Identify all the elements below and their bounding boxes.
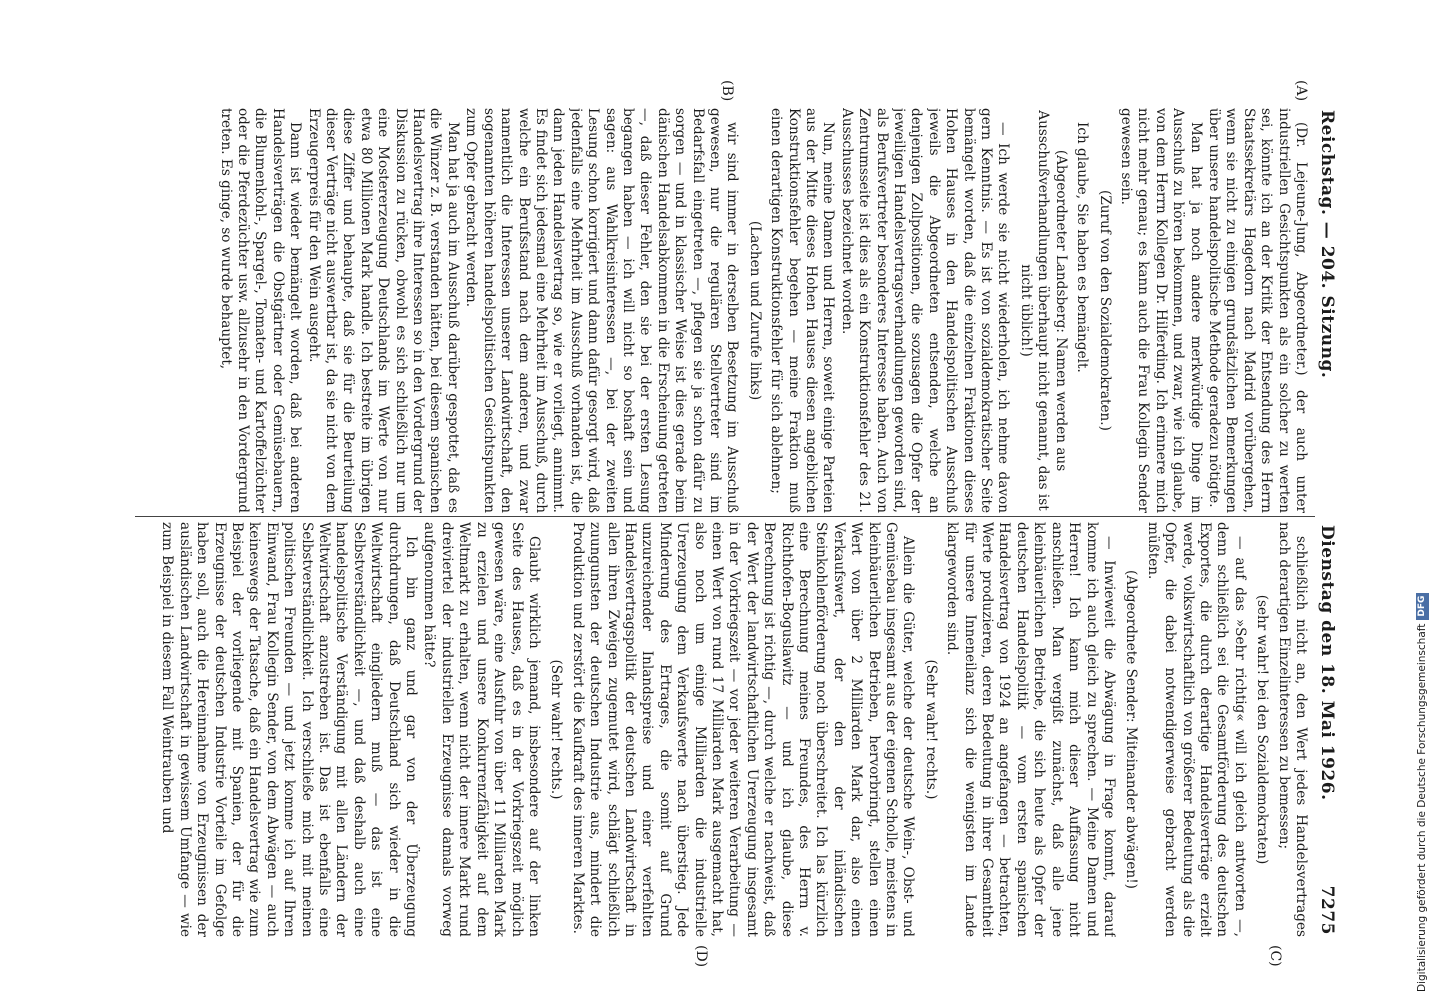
margin-mark-b: (B) [719, 80, 735, 102]
text-column-right [119, 522, 1309, 937]
column-divider [135, 516, 1315, 517]
paragraph: — Inwieweit die Abwägung in Frage kommt, darauf komme ich auch gleich zu sprechen. — Meine Damen und Herren! Ich kann mich dieser Auffassung nicht anschließen. Man vergißt zunächst, daß alle jene kleinbäuerlichen Betriebe, die sich heute als Opfer der deutschen Handelspolitik — vom ersten spanischen Handelsvertrag von 1924 an angefangen — betrachten, Werte produzieren, deren Bedeutung in ihrer Gesamtheit für unsere Inneneilanz sich die wenigsten im Lande klargeworden sind. [944, 522, 1117, 937]
header-date: Dienstag den 18. Mai 1926. [1317, 525, 1337, 801]
running-header-right [1317, 525, 1337, 935]
paragraph: Ich glaube, Sie haben es bemängelt. [1074, 122, 1091, 373]
digitization-credit-text: Digitalisierung gefördert durch die Deutsche Forschungsgemeinschaft [1416, 623, 1428, 992]
paragraph: Allein die Güter, welche der deutsche Wein-, Obst- und Gemüsebau insgesamt aus der eigenen Scholle, meistens in kleinbäuerlichen Betrieben, hervorbringt, stellen einen Wert von über 2 Milliarden Mark dar, also einen Verkaufswert, der den der inländischen Steinkohlenförderung noch überschreitet. Ich las kürzlich eine Berechnung meines Freundes, des Herrn v. Richthofen-Boguslawitz — und ich glaube, diese Berechnung ist richtig —, durch welche er nachweist, daß der Wert der landwirtschaftlichen Urerzeugung insgesamt in der Vorkriegszeit — vor jeder weiteren Verarbeitung — einen Wert von rund 17 Milliarden Mark ausgemacht hat, also noch um einige Milliarden die industrielle Urerzeugung dem Verkaufswerte nach überstieg. Jede Minderung des Ertrages, die somit auf Grund unzureichender Inlandspreise und einer verfehlten Handelsvertragspolitik der deutschen Landwirtschaft in allen ihren Zweigen zugemutet wird, schlägt schließlich zuungunsten der deutschen Industrie aus, mindert die Produktion und zerstört die Kaufkraft des inneren Marktes. [569, 522, 917, 937]
paragraph: Dann ist wieder bemängelt worden, daß bei anderen Handelsverträgen die Obstgärtner oder Gemüsebauern, die Blumenkohl-, Spargel-, Tomaten- und Kartoffelzüchter oder die Pferdezüchter usw. allzusehr in den Vordergrund treten. Es ginge, so wurde behauptet, [217, 108, 304, 513]
newspaper-page [85, 0, 1355, 1000]
paragraph: wir sind immer in derselben Besetzung im Ausschuß gewesen, nur die regulären Stellvertreter sind im Bedarfsfall eingetreten —, pflegen sie ja schon dafür zu sorgen — und in klassischer Weise ist dies gerade beim dänischen Handelsabkommen in die Erscheinung getreten —, daß dieser Fehler, den sie bei der ersten Lesung begangen haben — ich will nicht so boshaft sein und sagen: aus Wahlkreisinteressen —, bei der zweiten Lesung schon korrigiert und dann dafür gesorgt wird, daß jedenfalls eine Mehrheit im Ausschuß vorhanden ist, die dann jeden Handelsvertrag so, wie er vorliegt, annimmt. Es findet sich jedesmal eine Mehrheit im Ausschuß, durch welche ein Berufsstand nach dem anderen, und zwar namentlich die Interessen unserer Landwirtschaft, den sogenannten höheren handelspolitischen Gesichtspunkten zum Opfer gebracht werden. [463, 108, 741, 513]
digitization-credit [1410, 8, 1434, 992]
paragraph: — auf das »Sehr richtig« will ich gleich antworten —, denn schließlich sei die Gesamtförderung des deutschen Exportes, die durch derartige Handelsverträge erzielt werde, volkswirtschaftlich von größerer Bedeutung als die Opfer, die dabei notwendigerweise gebracht werden müßten. [1144, 522, 1248, 937]
margin-mark-a: (A) [1293, 80, 1309, 102]
page-number: 7275 [1317, 885, 1337, 935]
interjection: (Abgeordneter Landsberg: Namen werden aus Ausschußverhandlungen überhaupt nicht genannt, das ist nicht üblich!) [1017, 110, 1069, 511]
paragraph: (Dr. Lejeune-Jung, Abgeordneter.) der auch unter industriellen Gesichtspunkten als ein solcher zu werten sei, könnte ich an der Kritik der Entsendung des Herrn Staatssekretärs Hagedorn nach Madrid vorübergehen, wenn sie nicht zu einigen grundsätzlichen Bemerkungen über unsere handelspolitische Methode geradezu nötigte. [1205, 108, 1309, 513]
paragraph: schließlich nicht an, den Wert jedes Handelsvertrages nach derartigen Einzelinteressen zu bemessen; [1275, 522, 1309, 937]
paragraph: Man hat ja noch andere merkwürdige Dinge im Ausschuß zu hören bekommen, und zwar, wie ich glaube, von dem Herrn Kollegen Dr. Hilferding. Ich erinnere mich nicht mehr genau; es kann auch die Frau Kollegin Sender gewesen sein. [1117, 108, 1204, 513]
paragraph: Man hat ja auch im Ausschuß darüber gespottet, daß es die Winzer z. B. verstanden hätten, bei diesem spanischen Handelsvertrag ihre Interessen so in den Vordergrund der Diskussion zu rücken, obwohl es sich schließlich nur um eine Mostererzeugung Deutschlands im Werte von nur etwa 80 Millionen Mark handle. Ich bestreite im übrigen diese Ziffer und behaupte, daß sie für die Beurteilung dieser Verträge nicht auswertbar ist, da sie nicht von dem Erzeugerpreis für den Wein ausgeht. [305, 108, 461, 513]
interjection: (Lachen und Zurufe links) [746, 220, 763, 401]
paragraph: Ich bin ganz und gar von der Überzeugung durchdrungen, daß Deutschland sich wieder in die Weltwirtschaft eingliedern muß — das ist eine Selbstverständlichkeit —, und daß deshalb auch eine handelspolitische Verständigung mit allen Ländern der Weltwirtschaft anzustreben ist. Das ist ebenfalls eine Selbstverständlichkeit. Ich verschließe mich mit meinen politischen Freunden — und jetzt komme ich auf Ihren Einwand, Frau Kollegin Sender, von dem Abwägen — auch keineswegs der Tatsache, daß ein Handelsvertrag wie zum Beispiel der vorliegende mit Spanien, der für die Erzeugnisse der deutschen Industrie Vorteile im Gefolge haben soll, auch die Hereinnahme von Erzeugnissen der ausländischen Landwirtschaft in gewissem Umfange — wie zum Beispiel in diesem Fall Weintrauben und [159, 522, 420, 937]
dfg-logo: DFG [1416, 593, 1429, 620]
paragraph: Nun, meine Damen und Herren, soweit einige Parteien aus der Mitte dieses Hohen Hauses diesen angeblichen Konstruktionsfehler begehen — meine Fraktion muß einen derartigen Konstruktionsfehler für sich ablehnen; [768, 108, 837, 513]
running-header-left: Reichstag. — 204. Sitzung. [1317, 110, 1337, 379]
interjection: (Sehr wahr! rechts.) [922, 659, 939, 800]
margin-mark-d: (D) [693, 945, 709, 968]
interjection: (Sehr wahr! rechts.) [548, 659, 565, 800]
interjection: (Zuruf von den Sozialdemokraten.) [1096, 190, 1113, 431]
paragraph: — Ich werde sie nicht wiederholen, ich nehme davon gern Kenntnis. — Es ist von sozialdemokratischer Seite bemängelt worden, daß die einzelnen Fraktionen dieses Hohen Hauses in den Handelspolitischen Ausschuß jeweils die Abgeordneten entsenden, welche an denjenigen Zollpositionen, die sozusagen die Opfer der jeweiligen Handelsvertragsverhandlungen geworden sind, als Berufsvertreter besonderes Interesse haben. Auch von Zentrumsseite ist dies als ein Konstruktionsfehler des 21. Ausschusses bezeichnet worden. [838, 108, 1012, 513]
paragraph: Glaubt wirklich jemand, insbesondere auf der linken Seite des Hauses, daß es in der Vorkriegszeit möglich gewesen wäre, eine Ausfuhr von über 11 Milliarden Mark zu erzielen und unsere Konkurrenzfähigkeit auf dem Weltmarkt zu erhalten, wenn nicht der innere Markt rund dreiviertel der industriellen Erzeugnisse damals vorweg aufgenommen hätte? [421, 522, 542, 937]
interjection: (Abgeordnete Sender: Miteinander abwägen!) [1123, 570, 1140, 889]
interjection: (sehr wahr! bei den Sozialdemokraten) [1254, 594, 1271, 865]
margin-mark-c: (C) [1267, 945, 1283, 967]
text-column-left [119, 108, 1309, 513]
